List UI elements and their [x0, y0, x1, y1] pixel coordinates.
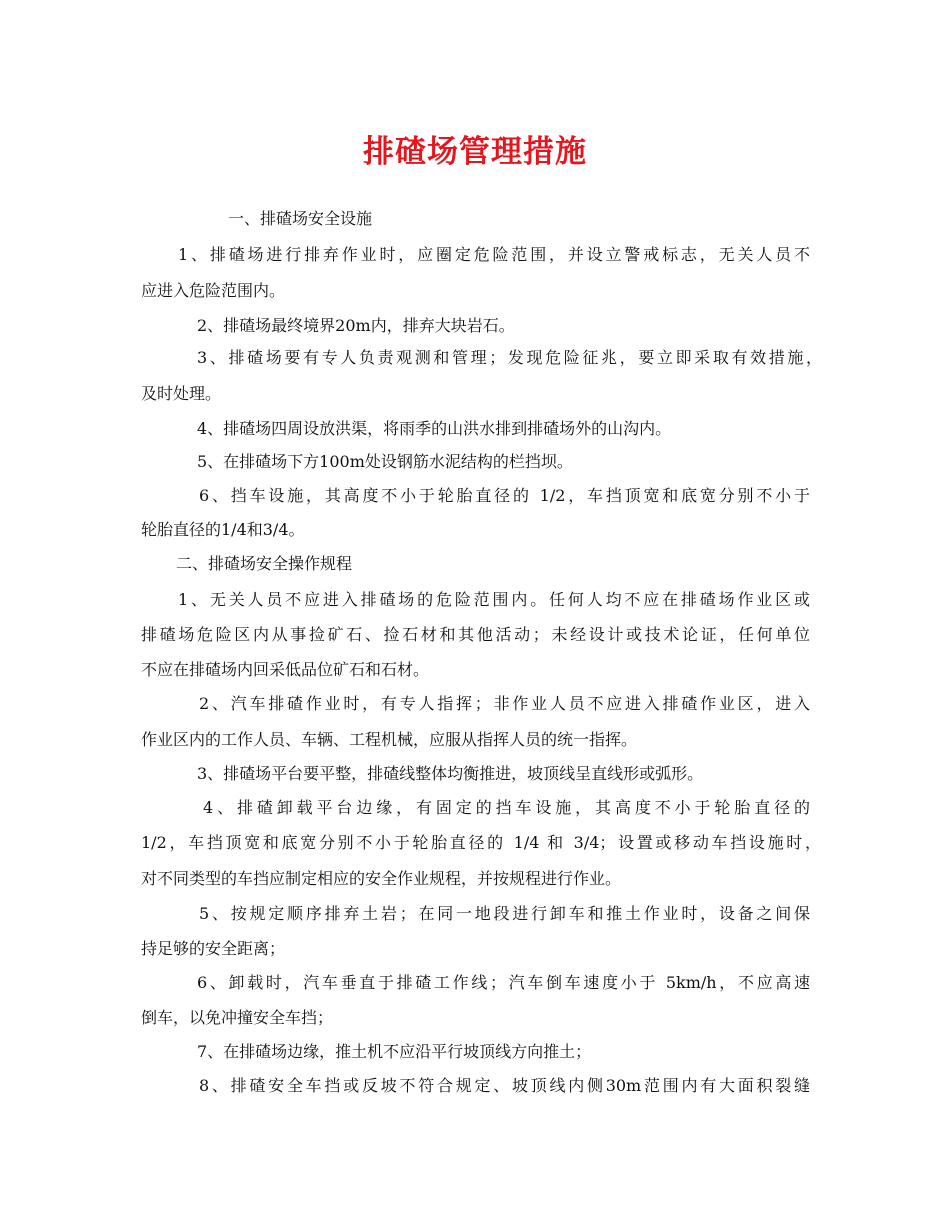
- paragraph-line: 不应在排碴场内回采低品位矿石和石材。: [141, 660, 430, 679]
- paragraph-line: 对不同类型的车挡应制定相应的安全作业规程，并按规程进行作业。: [141, 869, 622, 888]
- paragraph-line: 4、排碴场四周设放洪渠，将雨季的山洪水排到排碴场外的山沟内。: [197, 419, 672, 438]
- paragraph-line: 5、按规定顺序排弃土岩；在同一地段进行卸车和推土作业时，设备之间保: [199, 904, 810, 923]
- paragraph-line: 1、排碴场进行排弃作业时，应圈定危险范围，并设立警戒标志，无关人员不: [178, 245, 810, 264]
- paragraph-line: 6、卸载时，汽车垂直于排碴工作线；汽车倒车速度小于 5km/h，不应高速: [197, 973, 810, 992]
- paragraph-line: 6、挡车设施，其高度不小于轮胎直径的 1/2，车挡顶宽和底宽分别不小于: [199, 486, 810, 505]
- paragraph-line: 排碴场危险区内从事捡矿石、捡石材和其他活动；未经设计或技术论证，任何单位: [141, 625, 810, 644]
- paragraph-line: 3、排碴场平台要平整，排碴线整体均衡推进，坡顶线呈直线形或弧形。: [197, 764, 704, 783]
- document-title: 排碴场管理措施: [363, 134, 587, 170]
- section-heading-operating-rules: 二、排碴场安全操作规程: [176, 554, 353, 573]
- paragraph-line: 2、汽车排碴作业时，有专人指挥；非作业人员不应进入排碴作业区，进入: [199, 694, 810, 713]
- paragraph-line: 3、排碴场要有专人负责观测和管理；发现危险征兆，要立即采取有效措施，: [197, 348, 822, 367]
- paragraph-line: 4、排碴卸载平台边缘，有固定的挡车设施，其高度不小于轮胎直径的: [203, 798, 810, 817]
- paragraph-line: 及时处理。: [141, 384, 222, 403]
- paragraph-line: 1、无关人员不应进入排碴场的危险范围内。任何人均不应在排碴场作业区或: [178, 590, 810, 609]
- section-heading-safety-facilities: 一、排碴场安全设施: [228, 209, 373, 228]
- paragraph-line: 1/2，车挡顶宽和底宽分别不小于轮胎直径的 1/4 和 3/4；设置或移动车挡设施时，: [141, 833, 821, 852]
- paragraph-line: 7、在排碴场边缘，推土机不应沿平行坡顶线方向推土；: [197, 1042, 592, 1061]
- paragraph-line: 作业区内的工作人员、车辆、工程机械，应服从指挥人员的统一指挥。: [141, 730, 638, 749]
- paragraph-line: 应进入危险范围内。: [141, 281, 286, 300]
- paragraph-line: 持足够的安全距离；: [141, 939, 286, 958]
- paragraph-line: 轮胎直径的1/4和3/4。: [141, 520, 305, 539]
- paragraph-line: 2、排碴场最终境界20m内，排弃大块岩石。: [197, 316, 515, 335]
- paragraph-line: 倒车，以免冲撞安全车挡；: [141, 1008, 334, 1027]
- paragraph-line: 5、在排碴场下方100m处设钢筋水泥结构的栏挡坝。: [197, 452, 573, 471]
- paragraph-line: 8、排碴安全车挡或反坡不符合规定、坡顶线内侧30m范围内有大面积裂缝: [199, 1076, 810, 1095]
